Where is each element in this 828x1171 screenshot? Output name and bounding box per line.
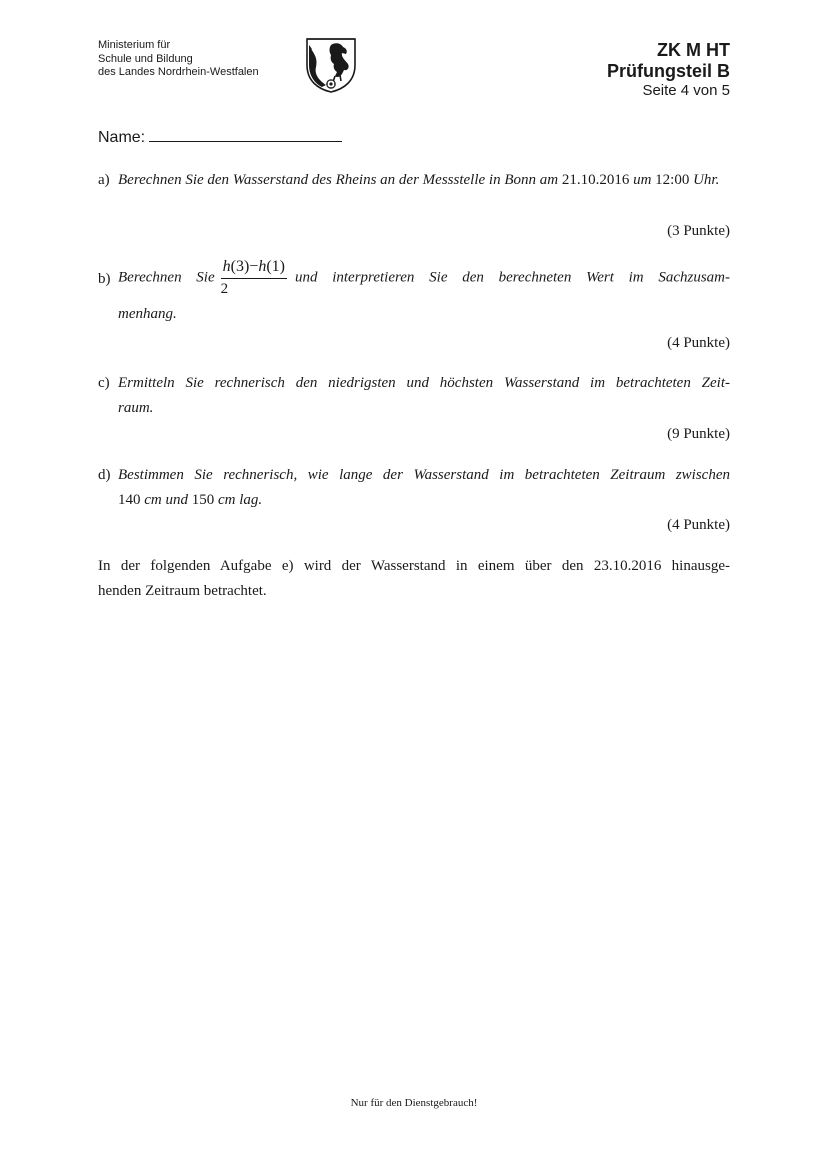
task-a-text-1: Berechnen Sie den Wasserstand des Rheins an der Messstelle in Bonn am: [118, 172, 562, 188]
task-d-line-1: Bestimmen Sie rechnerisch, wie lange der Wasserstand im betrachteten Zeitraum zwischen: [118, 467, 730, 483]
task-d-points: (4 Punkte): [667, 517, 730, 533]
task-d-line-2: [118, 488, 730, 513]
fraction-h-1: h: [222, 258, 231, 275]
task-e-intro: [98, 554, 730, 604]
task-c: [98, 371, 730, 421]
ministry-name: [98, 39, 259, 80]
fraction-minus: −: [249, 258, 259, 275]
exam-part: Prüfungsteil B: [606, 61, 730, 81]
task-a-text: [118, 168, 730, 193]
name-input-line[interactable]: [149, 126, 342, 142]
fraction-arg-2: (1): [266, 258, 285, 275]
ministry-line-1: Ministerium für: [98, 39, 171, 51]
task-d-label: d): [98, 467, 111, 483]
task-a-text-2: um: [629, 172, 656, 188]
task-d-and: und: [165, 492, 192, 508]
task-c-label: c): [98, 375, 110, 391]
fraction-h-2: h: [258, 258, 267, 275]
ministry-line-3: des Landes Nordrhein-Westfalen: [98, 66, 259, 78]
task-d-end: lag.: [235, 492, 263, 508]
task-e-intro-line-2: henden Zeitraum betrachtet.: [98, 583, 267, 599]
task-e-intro-line-1: In der folgenden Aufgabe e) wird der Wasserstand in einem über den 23.10.2016 hinausge-: [98, 558, 730, 574]
task-a-points: (3 Punkte): [667, 223, 730, 239]
task-b-points: (4 Punkte): [667, 335, 730, 351]
difference-quotient-formula: [221, 257, 287, 299]
task-b-line-1: [118, 257, 730, 299]
task-b: [98, 257, 730, 327]
task-c-line-2: raum.: [118, 400, 154, 416]
ministry-line-2: Schule und Bildung: [98, 52, 193, 65]
nrw-coat-of-arms-icon: [304, 37, 358, 93]
task-d-unit-1: cm: [140, 492, 166, 508]
task-b-text-3: menhang.: [118, 306, 177, 322]
task-c-points: (9 Punkte): [667, 426, 730, 442]
task-b-label: b): [98, 271, 111, 287]
task-a-time: 12:00: [655, 172, 690, 188]
task-c-line-1: Ermitteln Sie rechnerisch den niedrigsten und höchsten Wasserstand im betrachteten Zeit-: [118, 375, 730, 391]
fraction-arg-1: (3): [230, 258, 250, 275]
task-a: [98, 168, 730, 193]
footer-note: Nur für den Dienstgebrauch!: [350, 1097, 478, 1109]
exam-header: [607, 40, 730, 100]
task-a-text-3: Uhr.: [689, 172, 720, 188]
task-b-text-2: und interpretieren Sie den berechneten Wert im Sachzusam-: [294, 269, 730, 286]
task-b-text-1: Berechnen Sie: [118, 269, 215, 286]
name-label: Name:: [98, 129, 146, 146]
name-field: [98, 126, 342, 147]
fraction-denominator: 2: [220, 281, 229, 297]
task-d-value-2: 150: [191, 492, 215, 508]
task-d: [98, 463, 730, 513]
fraction-numerator: [221, 257, 287, 279]
task-d-value-1: 140: [118, 492, 141, 508]
task-a-date: 21.10.2016: [561, 172, 630, 188]
task-a-label: a): [98, 172, 110, 188]
task-d-unit-2: cm: [214, 492, 236, 508]
page-info: Seite 4 von 5: [642, 82, 730, 99]
exam-code: ZK M HT: [657, 40, 730, 60]
